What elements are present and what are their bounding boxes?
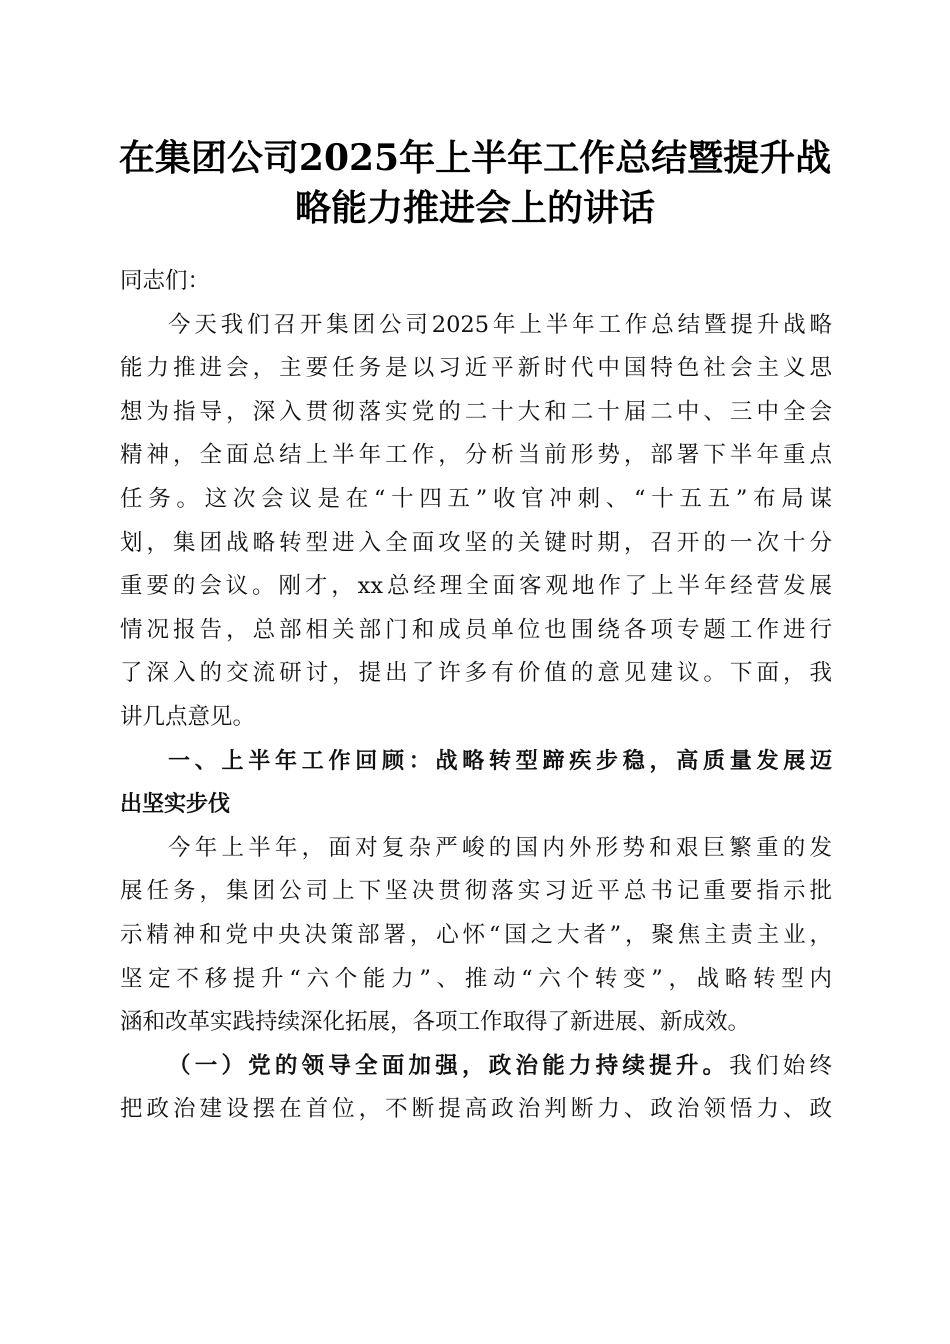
title-line-2: 略能力推进会上的讲话 xyxy=(294,187,655,229)
paragraph-line: 情况报告，总部相关部门和成员单位也围绕各项专题工作进行 xyxy=(120,616,832,643)
paragraph-line: 展任务，集团公司上下坚决贯彻落实习近平总书记重要指示批 xyxy=(120,878,832,905)
paragraph-line: 精神，全面总结上半年工作，分析当前形势，部署下半年重点 xyxy=(120,442,832,469)
heading-line: 出坚实步伐 xyxy=(120,792,231,818)
title-line-1: 在集团公司2025年上半年工作总结暨提升战 xyxy=(118,137,832,179)
paragraph-line: 了深入的交流研讨，提出了许多有价值的意见建议。下面，我 xyxy=(120,660,832,687)
paragraph-intro xyxy=(120,304,832,740)
subsection-heading: （一）党的领导全面加强，政治能力持续提升。 xyxy=(168,1052,730,1079)
paragraph-line: 涵和改革实践持续深化拓展，各项工作取得了新进展、新成效。 xyxy=(120,1009,751,1036)
paragraph-line: 今年上半年，面对复杂严峻的国内外形势和艰巨繁重的发 xyxy=(168,834,832,861)
paragraph-line xyxy=(120,1045,832,1089)
paragraph-line: 把政治建设摆在首位，不断提高政治判断力、政治领悟力、政 xyxy=(120,1096,832,1123)
paragraph-line: 想为指导，深入贯彻落实党的二十大和二十届二中、三中全会 xyxy=(120,398,832,425)
section-heading-1 xyxy=(120,740,832,827)
paragraph-line: 示精神和党中央决策部署，心怀“国之大者”，聚焦主责主业， xyxy=(120,921,832,948)
paragraph-line: 今天我们召开集团公司2025年上半年工作总结暨提升战略 xyxy=(168,311,832,338)
salutation-text: 同志们： xyxy=(120,268,211,294)
paragraph-review xyxy=(120,827,832,1045)
document-body xyxy=(120,260,832,1132)
paragraph-line: 坚定不移提升“六个能力”、推动“六个转变”，战略转型内 xyxy=(120,965,832,992)
heading-line: 一、上半年工作回顾：战略转型蹄疾步稳，高质量发展迈 xyxy=(168,748,832,774)
document-title xyxy=(100,133,850,233)
salutation xyxy=(120,260,832,304)
subsection-text: 我们始终 xyxy=(729,1052,832,1079)
paragraph-line: 重要的会议。刚才，xx总经理全面客观地作了上半年经营发展 xyxy=(120,573,832,600)
paragraph-line: 划，集团战略转型进入全面攻坚的关键时期，召开的一次十分 xyxy=(120,529,832,556)
paragraph-subsection-1 xyxy=(120,1045,832,1132)
paragraph-line: 能力推进会，主要任务是以习近平新时代中国特色社会主义思 xyxy=(120,355,832,382)
paragraph-line: 任务。这次会议是在“十四五”收官冲刺、“十五五”布局谋 xyxy=(120,485,832,512)
paragraph-line: 讲几点意见。 xyxy=(120,703,256,730)
